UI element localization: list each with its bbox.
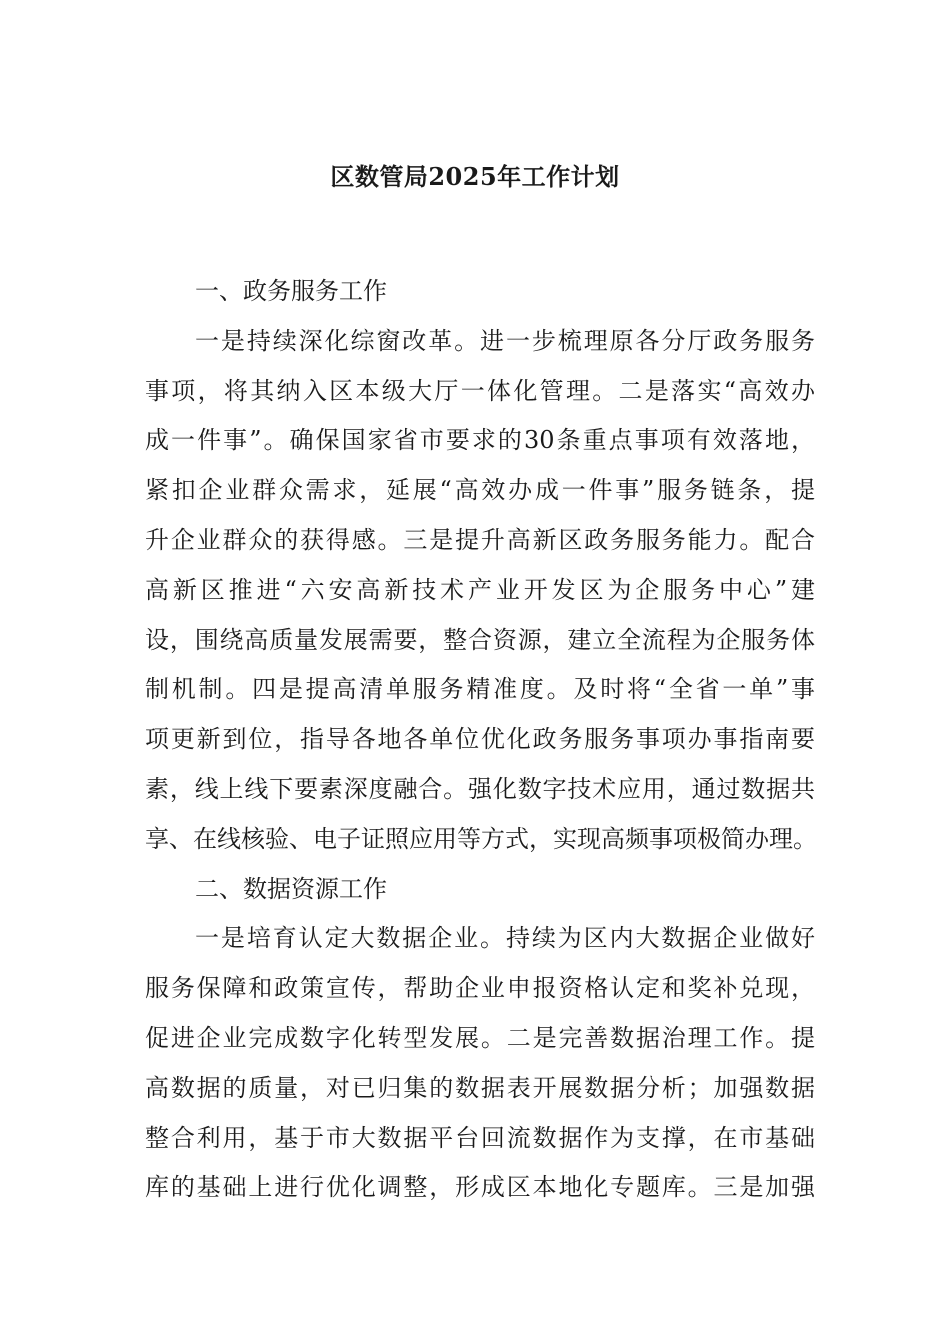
paragraph-line: 一是培育认定大数据企业。持续为区内大数据企业做好 — [195, 924, 815, 953]
section-heading-government-service: 一、政务服务工作 — [195, 277, 387, 305]
paragraph-line: 升企业群众的获得感。三是提升高新区政务服务能力。配合 — [145, 525, 815, 554]
document-body — [145, 267, 815, 1213]
paragraph-line: 设，围绕高质量发展需要，整合资源，建立全流程为企服务体 — [145, 625, 815, 654]
section-heading-data-resources: 二、数据资源工作 — [195, 874, 387, 903]
paragraph-line: 库的基础上进行优化调整，形成区本地化专题库。三是加强 — [145, 1173, 815, 1202]
paragraph-line: 高新区推进“六安高新技术产业开发区为企服务中心”建 — [145, 575, 815, 604]
paragraph-line: 促进企业完成数字化转型发展。二是完善数据治理工作。提 — [145, 1023, 815, 1052]
paragraph-line: 高数据的质量，对已归集的数据表开展数据分析；加强数据 — [145, 1073, 815, 1102]
paragraph-line: 素，线上线下要素深度融合。强化数字技术应用，通过数据共 — [145, 774, 815, 803]
paragraph-line: 享、在线核验、电子证照应用等方式，实现高频事项极简办理。 — [145, 824, 817, 853]
paragraph-line: 事项，将其纳入区本级大厅一体化管理。二是落实“高效办 — [145, 376, 815, 405]
paragraph-line: 成一件事”。确保国家省市要求的30条重点事项有效落地， — [145, 426, 815, 455]
paragraph-line: 紧扣企业群众需求，延展“高效办成一件事”服务链条，提 — [145, 476, 815, 505]
paragraph-line: 一是持续深化综窗改革。进一步梳理原各分厅政务服务 — [195, 326, 815, 355]
paragraph-line: 整合利用，基于市大数据平台回流数据作为支撑，在市基础 — [145, 1123, 815, 1152]
paragraph-line: 服务保障和政策宣传，帮助企业申报资格认定和奖补兑现， — [145, 974, 815, 1003]
document-title: 区数管局2025年工作计划 — [330, 162, 620, 191]
paragraph-line: 项更新到位，指导各地各单位优化政务服务事项办事指南要 — [145, 725, 815, 754]
paragraph-line: 制机制。四是提高清单服务精准度。及时将“全省一单”事 — [145, 675, 815, 704]
